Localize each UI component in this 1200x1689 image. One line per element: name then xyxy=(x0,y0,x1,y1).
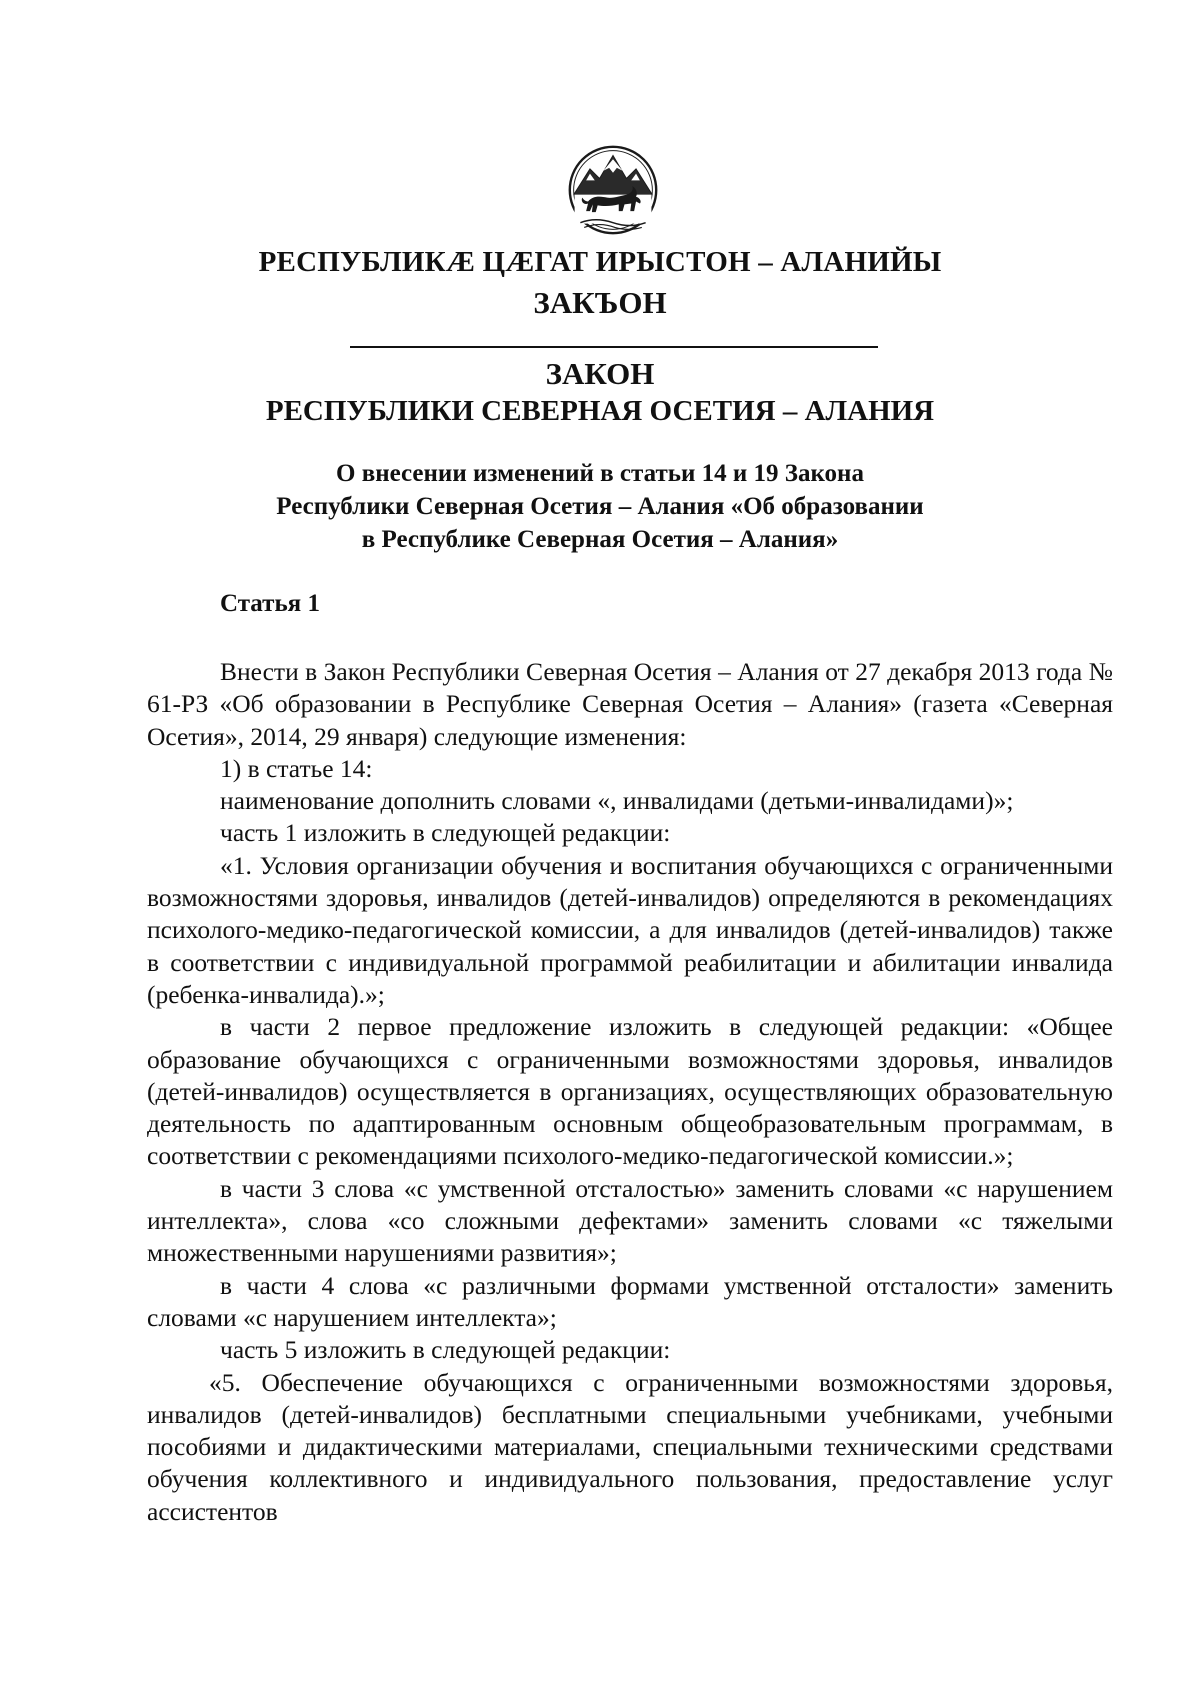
article-paragraph: Внести в Закон Республики Северная Осетия – Алания от 27 декабря 2013 года № 61-РЗ «Об образовании в Республике Северная Осетия – Алания» (газета «Северная Осетия», 2014, 29 января) следующие изменения: xyxy=(147,657,1113,751)
article-paragraph: в части 2 первое предложение изложить в следующей редакции: «Общее образование обучающихся с ограниченными возможностями здоровья, инвалидов (детей-инвалидов) осуществляется в организациях, осуществляющих образовательную деятельность по адаптированным основным общеобразовательным программам, в соответствии с рекомендациями психолого-медико-педагогической комиссии.»; xyxy=(147,1012,1113,1171)
ossetian-law-title: ЗАКЪОН xyxy=(533,285,667,320)
header-divider xyxy=(350,346,878,348)
article-paragraph: в части 3 слова «с умственной отсталостью» заменить словами «с нарушением интеллекта», слова «со сложными дефектами» заменить словами «с тяжелыми множественными нарушениями развития»; xyxy=(147,1173,1113,1268)
article-paragraph: наименование дополнить словами «, инвалидами (детьми-инвалидами)»; xyxy=(220,786,1014,816)
article-body xyxy=(147,656,1113,1528)
document-title-line-2: Республики Северная Осетия – Алания «Об образовании xyxy=(276,493,924,520)
document-title-line-1: О внесении изменений в статьи 14 и 19 Закона xyxy=(336,460,864,487)
article-paragraph: «1. Условия организации обучения и воспитания обучающихся с ограниченными возможностями здоровья, инвалидов (детей-инвалидов) определяются в рекомендациях психолого-медико-педагогической комиссии, а для инвалидов (детей-инвалидов) также в соответствии с индивидуальной программой реабилитации и абилитации инвалида (ребенка-инвалида).»; xyxy=(147,850,1113,1009)
article-paragraph: часть 1 изложить в следующей редакции: xyxy=(220,818,671,848)
document-title-line-3: в Республике Северная Осетия – Алания» xyxy=(361,526,839,553)
ossetian-republic-title: РЕСПУБЛИКÆ ЦÆГАТ ИРЫСТОН – АЛАНИЙЫ xyxy=(258,246,942,278)
coat-of-arms-icon xyxy=(565,142,661,238)
article-paragraph: 1) в статье 14: xyxy=(220,753,373,783)
article-paragraph: «5. Обеспечение обучающихся с ограниченными возможностями здоровья, инвалидов (детей-инвалидов) бесплатными специальными учебниками, учебными пособиями и дидактическими материалами, специальными техническими средствами обучения коллективного и индивидуального пользования, предоставление услуг ассистентов xyxy=(147,1367,1113,1526)
law-title: ЗАКОН xyxy=(545,356,655,391)
article-paragraph: в части 4 слова «с различными формами умственной отсталости» заменить словами «с нарушением интеллекта»; xyxy=(147,1270,1113,1332)
article-paragraph: часть 5 изложить в следующей редакции: xyxy=(220,1335,671,1365)
republic-title: РЕСПУБЛИКИ СЕВЕРНАЯ ОСЕТИЯ – АЛАНИЯ xyxy=(265,395,935,427)
article-heading: Статья 1 xyxy=(220,590,320,617)
